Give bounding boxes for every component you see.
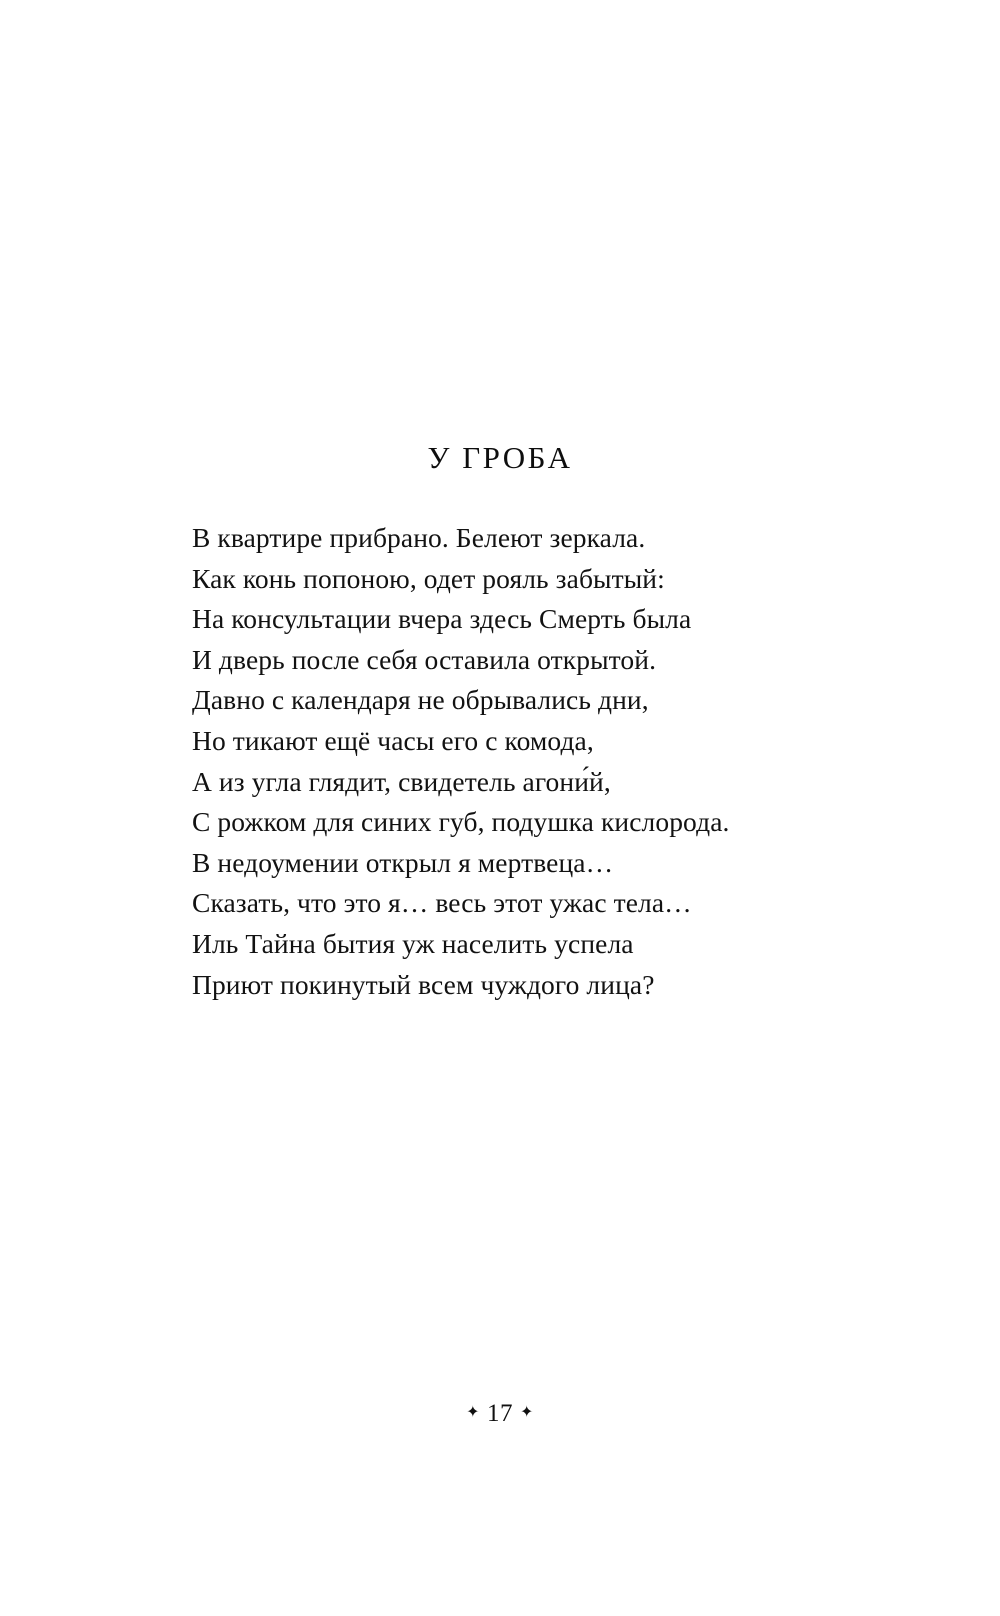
page-footer [0,1400,1000,1428]
poem-line: В недоумении открыл я мертвеца… [192,846,614,878]
poem-line: На консультации вчера здесь Смерть была [192,603,692,635]
poem-line: Приют покинутый всем чуждого лица? [192,968,655,1000]
poem-line: В квартире прибрано. Белеют зеркала. [192,522,646,553]
poem [0,440,1000,1005]
poem-line: И дверь после себя оставила открытой. [192,643,657,675]
poem-body [188,518,812,1005]
ornament-right-icon: ✦ [520,1404,534,1421]
poem-line: С рожком для синих губ, подушка кислорода. [192,806,730,838]
page-title: У ГРОБА [427,440,573,475]
ornament-left-icon: ✦ [466,1404,480,1421]
poem-line: Иль Тайна бытия уж населить успела [192,927,634,959]
poem-line: А из угла глядит, свидетель агони́й, [192,765,611,797]
folio [466,1400,534,1428]
poem-line: Как конь попоною, одет рояль забытый: [192,562,665,594]
poem-line: Сказать, что это я… весь этот ужас тела… [192,887,692,919]
poem-line: Но тикают ещё часы его с комода, [192,724,594,756]
page-number: 17 [487,1400,513,1427]
poem-line: Давно с календаря не обрывались дни, [192,684,649,716]
